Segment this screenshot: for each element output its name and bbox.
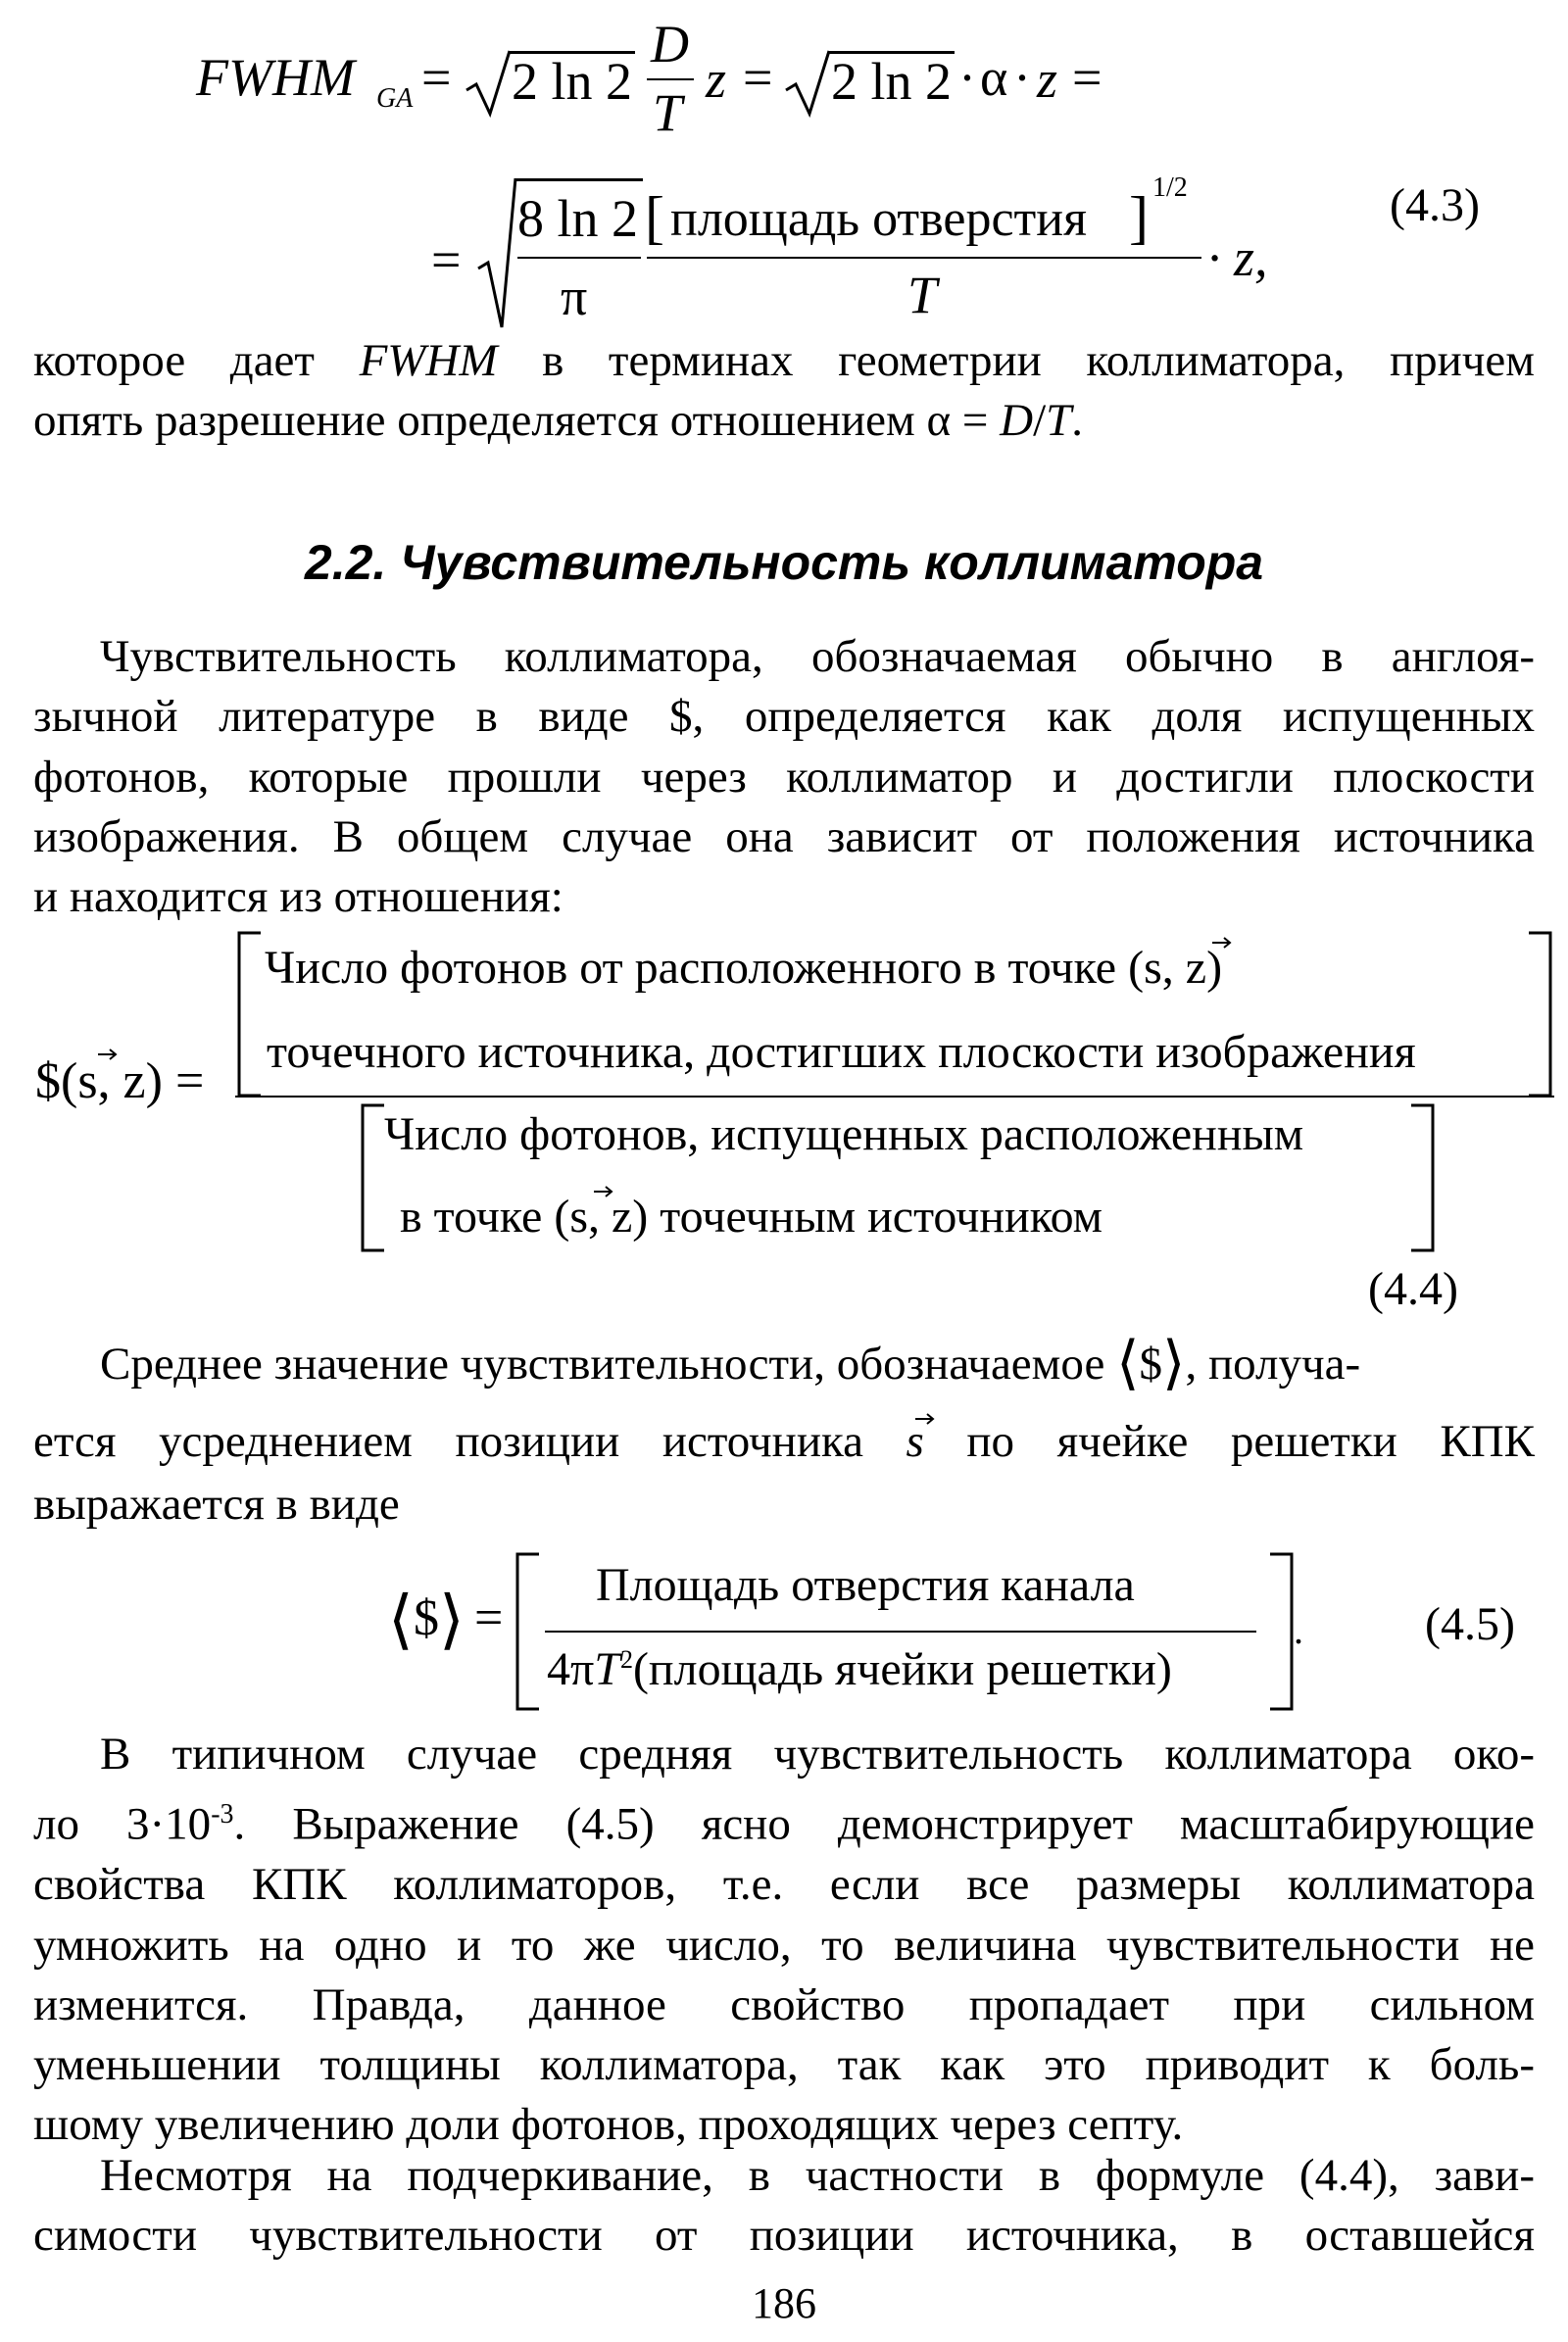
sensitivity-lhs: $(s, z) =	[35, 1053, 205, 1109]
z-variable: z	[1037, 50, 1058, 109]
left-bracket	[235, 931, 265, 1098]
text-line: Среднее значение чувствительности, обозначаемое ⟨$⟩, получа-	[100, 1331, 1361, 1395]
paragraph-1	[33, 331, 1535, 452]
text-line: изменится. Правда, данное свойство пропадает при сильном	[33, 1978, 1535, 2030]
section-heading	[0, 534, 1568, 591]
sqrt-sign	[784, 47, 833, 118]
sensitivity-symbol: $	[1139, 1339, 1163, 1390]
cdot: ·	[958, 48, 976, 107]
text-line: и находится из отношения:	[33, 871, 564, 923]
denominator-line-2: в точке (s, z) точечным источником	[400, 1191, 1103, 1243]
text-line: ло $3\cdot 10^{-3}$. Выражение (4.5) ясно демонстрирует масштабирующие	[33, 1798, 1535, 1850]
right-angle: ⟩	[439, 1585, 465, 1656]
aperture-area: площадь отверстия	[670, 191, 1087, 247]
equals-sign: =	[421, 48, 452, 107]
equation-number: (4.3)	[1390, 179, 1480, 231]
denominator-T: T	[907, 266, 938, 324]
section-number: 2.2.	[304, 535, 387, 590]
sqrt-argument: 2 ln 2	[831, 52, 953, 111]
right-bracket	[1525, 931, 1554, 1098]
power-exponent: 1/2	[1152, 172, 1188, 203]
equals-sign: =	[474, 1590, 504, 1646]
sqrt-sign	[465, 47, 514, 118]
page-number: 186	[752, 2279, 816, 2327]
numerator: Площадь отверстия канала	[596, 1559, 1135, 1611]
right-bracket	[1266, 1552, 1296, 1711]
section-title: Чувствительность коллиматора	[400, 535, 1264, 590]
numerator-line-1: Число фотонов от расположенного в точке (s, z)	[265, 942, 1223, 994]
period: .	[1294, 1608, 1303, 1652]
equals-sign: =	[743, 48, 773, 107]
text-line: ется усреднением позиции источника s по ячейке решетки КПК	[33, 1416, 1536, 1467]
text-line: фотонов, которые прошли через коллиматор и достигли плоскости	[33, 751, 1535, 803]
text-line: опять разрешение определяется отношением α = D/T.	[33, 395, 1084, 447]
text-line: шому увеличению доли фотонов, проходящих через септу.	[33, 2099, 1184, 2151]
text-line: Несмотря на подчеркивание, в частности в формуле (4.4), зави-	[100, 2150, 1535, 2201]
fwhm-subscript: GA	[376, 83, 414, 114]
vector-arrow-icon	[913, 1411, 937, 1425]
equals-sign: =	[1072, 48, 1102, 107]
denominator: $4\pi T^2(площадь$ ячейки решетки)	[547, 1643, 1172, 1695]
right-bracket: ]	[1129, 185, 1149, 250]
vector-arrow-icon	[96, 1047, 120, 1060]
text-line: Чувствительность коллиматора, обозначаемая обычно в англоя-	[100, 631, 1535, 682]
left-bracket: [	[645, 185, 664, 250]
alpha-symbol: α	[980, 48, 1008, 107]
right-bracket	[1407, 1103, 1437, 1252]
s-vector: s	[906, 1416, 924, 1467]
text-line: которое дает FWHM в терминах геометрии коллиматора, причем	[33, 335, 1535, 386]
paragraph-5	[33, 2146, 1535, 2267]
text-line: свойства КПК коллиматоров, т.е. если все размеры коллиматора	[33, 1859, 1535, 1911]
fwhm-symbol: FWHM	[196, 48, 355, 107]
equation-number: (4.5)	[1425, 1598, 1515, 1650]
fraction-denominator: T	[653, 83, 683, 142]
sensitivity-symbol: $	[414, 1590, 439, 1646]
pi-symbol: π	[561, 268, 588, 326]
text-line: выражается в виде	[33, 1479, 400, 1530]
numerator-line-2: точечного источника, достигших плоскости изображения	[267, 1026, 1416, 1078]
tail-z: · z,	[1207, 228, 1268, 287]
text-line: уменьшении толщины коллиматора, так как это приводит к боль-	[33, 2039, 1535, 2091]
vector-arrow-icon	[1210, 935, 1234, 949]
sqrt-numerator: 8 ln 2	[517, 189, 639, 248]
equals-sign: =	[431, 230, 462, 289]
text-line: изображения. В общем случае она зависит от положения источника	[33, 810, 1535, 862]
big-sqrt-sign	[476, 174, 519, 331]
paragraph-2	[33, 627, 1535, 927]
paragraph-4	[33, 1725, 1535, 2156]
text-line: зычной литературе в виде $, определяется как доля испущенных	[33, 691, 1535, 743]
z-variable: z	[706, 50, 727, 109]
denominator-line-1: Число фотонов, испущенных расположенным	[384, 1108, 1304, 1160]
left-angle: ⟨	[388, 1585, 414, 1656]
fraction-numerator: D	[651, 15, 689, 73]
text-line: В типичном случае средняя чувствительность коллиматора око-	[100, 1729, 1535, 1780]
vector-arrow-icon	[592, 1184, 615, 1197]
sqrt-argument: 2 ln 2	[512, 52, 633, 111]
text-line: умножить на одно и то же число, то величина чувствительности не	[33, 1919, 1535, 1971]
left-bracket	[514, 1552, 543, 1711]
equation-number: (4.4)	[1368, 1263, 1458, 1315]
text-line: симости чувствительности от позиции источника, в оставшейся	[33, 2210, 1535, 2262]
cdot: ·	[1013, 48, 1031, 107]
